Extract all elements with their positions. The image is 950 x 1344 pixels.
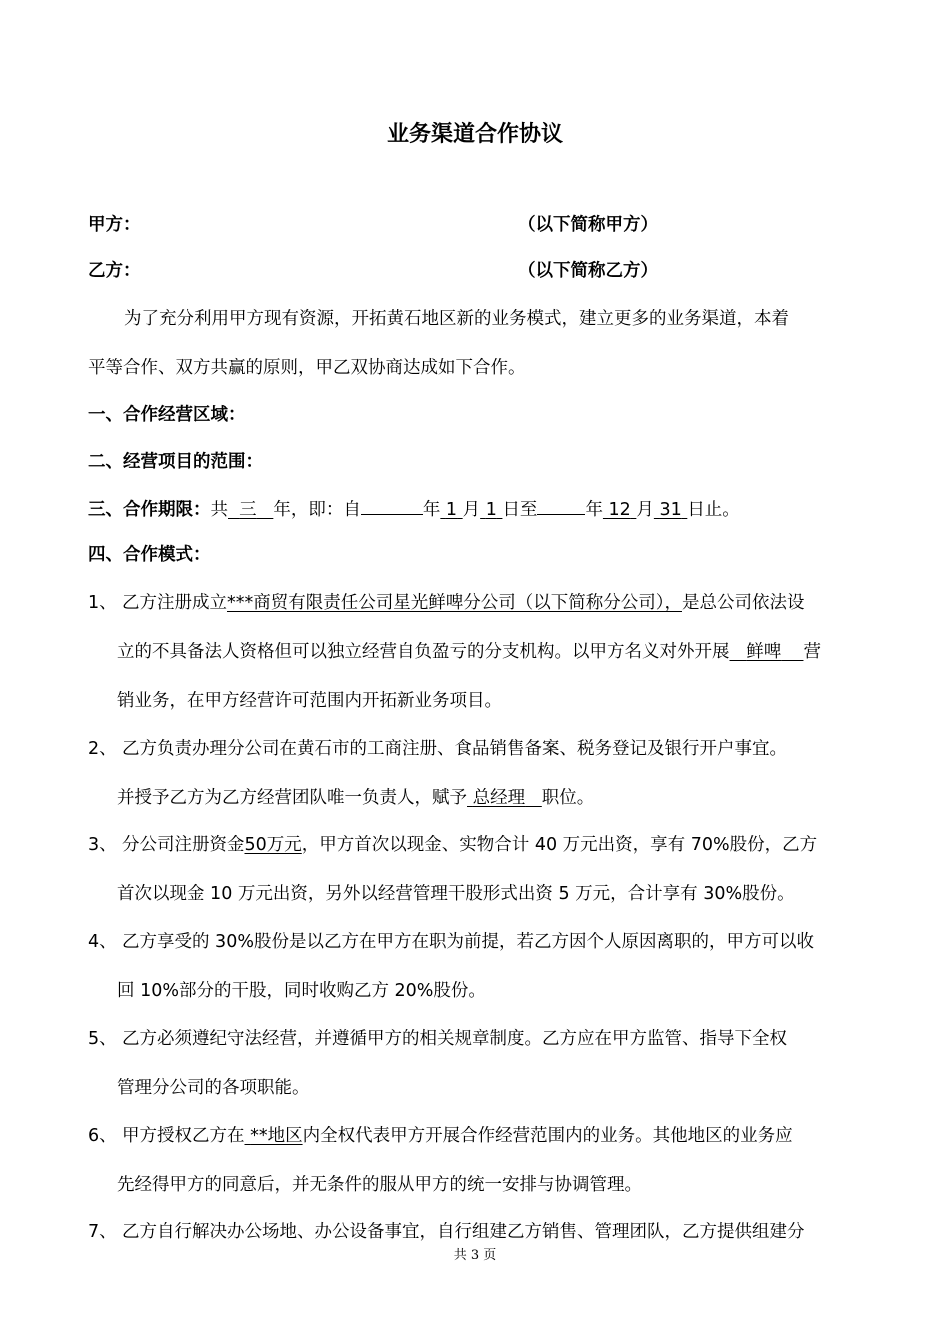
start-month: 1 bbox=[445, 500, 458, 520]
party-a-abbr: （以下简称甲方） bbox=[518, 215, 658, 235]
intro-line-1: 为了充分利用甲方现有资源，开拓黄石地区新的业务模式，建立更多的业务渠道，本着 bbox=[124, 309, 789, 329]
document-title: 业务渠道合作协议 bbox=[386, 122, 563, 147]
item-6-line-2: 先经得甲方的同意后，并无条件的服从甲方的统一安排与协调管理。 bbox=[117, 1175, 642, 1195]
item-2-line-2: 并授予乙方为乙方经营团队唯一负责人，赋予 总经理 职位。 bbox=[117, 788, 595, 808]
item-number: 2、 bbox=[88, 739, 117, 759]
item-number: 6、 bbox=[88, 1126, 117, 1146]
section-1-heading: 一、合作经营区域： bbox=[88, 405, 246, 425]
section-4-heading: 四、合作模式： bbox=[88, 545, 211, 565]
item-number: 1、 bbox=[88, 593, 117, 613]
item-number: 3、 bbox=[88, 835, 117, 855]
start-year-blank bbox=[361, 496, 423, 515]
item-number: 5、 bbox=[88, 1029, 117, 1049]
section-3-heading: 三、合作期限： bbox=[88, 500, 211, 520]
end-year-blank bbox=[537, 496, 585, 515]
registered-capital: 50万元 bbox=[244, 835, 302, 855]
end-month: 12 bbox=[608, 500, 631, 520]
item-5-line-1: 5、 乙方必须遵纪守法经营，并遵循甲方的相关规章制度。乙方应在甲方监管、指导下全权 bbox=[88, 1029, 787, 1049]
branch-company-name: ***商贸有限责任公司星光鲜啤分公司（以下简称分公司）， bbox=[227, 593, 682, 613]
start-day: 1 bbox=[485, 500, 497, 520]
intro-line-2: 平等合作、双方共赢的原则，甲乙双协商达成如下合作。 bbox=[88, 358, 526, 378]
item-3-line-1: 3、 分公司注册资金50万元，甲方首次以现金、实物合计 40 万元出资，享有 70%股份，乙方 bbox=[88, 835, 818, 855]
authorized-region: **地区 bbox=[250, 1126, 303, 1146]
item-1-line-2: 立的不具备法人资格但可以独立经营自负盈亏的分支机构。以甲方名义对外开展 鲜啤 营 bbox=[117, 642, 821, 662]
page-count-footer: 共 3 页 bbox=[453, 1248, 497, 1263]
section-3-line: 三、合作期限：共 三 年，即：自 年 1 月 1 日至 年 12 月 31 日止。 bbox=[88, 496, 740, 522]
item-2-line-1: 2、 乙方负责办理分公司在黄石市的工商注册、食品销售备案、税务登记及银行开户事宜。 bbox=[88, 739, 787, 759]
item-1-line-3: 销业务，在甲方经营许可范围内开拓新业务项目。 bbox=[117, 691, 502, 711]
product-name: 鲜啤 bbox=[746, 642, 782, 662]
item-4-line-2: 回 10%部分的干股，同时收购乙方 20%股份。 bbox=[117, 981, 486, 1001]
item-number: 4、 bbox=[88, 932, 117, 952]
item-7-line-1: 7、 乙方自行解决办公场地、办公设备事宜，自行组建乙方销售、管理团队，乙方提供组建分 bbox=[88, 1222, 805, 1242]
term-years: 三 bbox=[239, 500, 257, 520]
section-2-heading: 二、经营项目的范围： bbox=[88, 452, 263, 472]
position-title: 总经理 bbox=[472, 788, 526, 808]
item-3-line-2: 首次以现金 10 万元出资，另外以经营管理干股形式出资 5 万元，合计享有 30%股份。 bbox=[117, 884, 795, 904]
party-a-label: 甲方： bbox=[88, 215, 141, 235]
item-4-line-1: 4、 乙方享受的 30%股份是以乙方在甲方在职为前提，若乙方因个人原因离职的，甲方可以收 bbox=[88, 932, 814, 952]
item-5-line-2: 管理分公司的各项职能。 bbox=[117, 1078, 310, 1098]
party-b-abbr: （以下简称乙方） bbox=[518, 261, 658, 281]
item-number: 7、 bbox=[88, 1222, 117, 1242]
item-6-line-1: 6、 甲方授权乙方在 **地区内全权代表甲方开展合作经营范围内的业务。其他地区的业务应 bbox=[88, 1126, 793, 1146]
party-b-label: 乙方： bbox=[88, 261, 141, 281]
item-1-line-1: 1、 乙方注册成立***商贸有限责任公司星光鲜啤分公司（以下简称分公司），是总公司依法设 bbox=[88, 593, 805, 613]
end-day: 31 bbox=[659, 500, 682, 520]
